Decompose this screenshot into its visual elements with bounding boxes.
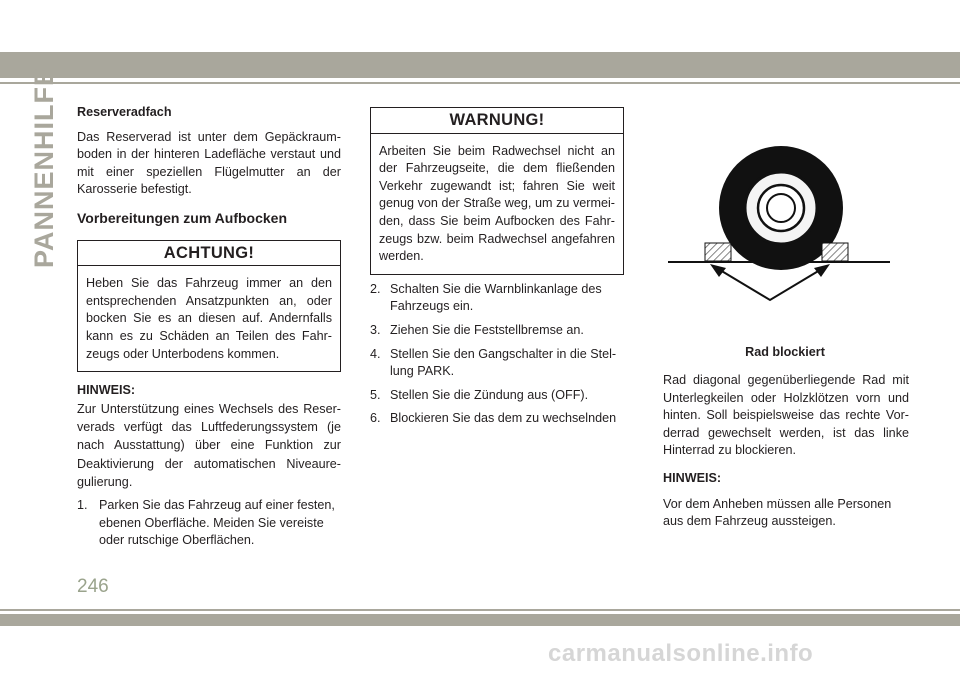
step-1 <box>77 497 341 550</box>
step-1-number: 1. <box>77 498 88 513</box>
column-left <box>77 104 341 550</box>
caution-text: Heben Sie das Fahrzeug immer an den entsprechenden Ansatzpunkten an, oder bocken Sie es an diesen auf. Andernfalls kann es zu Schäden an Teilen des Fahr-zeugs oder Unterbodens kommen. <box>86 276 332 361</box>
watermark: carmanualsonline.info <box>548 640 814 667</box>
wheel-chock-illustration <box>660 130 910 340</box>
step-text: Blockieren Sie das dem zu wechselnden <box>390 411 617 426</box>
note-text-right: Vor dem Anheben müssen alle Personen aus dem Fahrzeug aussteigen. <box>663 496 892 529</box>
step-text: Stellen Sie den Gangschalter in die Stel-lung PARK. <box>390 346 617 379</box>
footer-band <box>0 614 960 626</box>
section-side-tab-label: PANNENHILFE <box>28 66 59 268</box>
step-text: Stellen Sie die Zündung aus (OFF). <box>390 387 589 402</box>
step-number: 3. <box>370 322 381 337</box>
steps-list <box>370 281 624 428</box>
step-6 <box>370 410 624 428</box>
step-number: 6. <box>370 411 381 426</box>
step-3 <box>370 322 624 340</box>
step-number: 2. <box>370 281 381 296</box>
note-label-right: HINWEIS: <box>663 470 722 485</box>
footer-rule <box>0 609 960 611</box>
step-2 <box>370 281 624 316</box>
note-text-left: Zur Unterstützung eines Wechsels des Reser-verads verfügt das Luftfederungssystem (je nach Ausstattung) über eine Funktion zur Deaktivierung der automatischen Niveaure-gulierung. <box>77 401 341 489</box>
paragraph-wheel: Rad diagonal gegenüberliegende Rad mit Unterlegkeilen oder Holzklötzen vorn und hinten. Soll beispielsweise das rechte Vor-derrad gewechselt werden, ist das linke Hinterrad zu blockieren. <box>663 373 909 458</box>
section-side-tab <box>28 66 60 268</box>
header-rule <box>0 82 960 84</box>
step-5 <box>370 387 624 405</box>
heading-reserve: Reserveradfach <box>77 105 172 119</box>
step-text: Schalten Sie die Warnblinkanlage des Fahrzeugs ein. <box>390 281 602 314</box>
caution-title: ACHTUNG! <box>78 241 340 267</box>
header-band <box>0 52 960 78</box>
arrows-icon <box>720 270 820 300</box>
figure-caption: Rad blockiert <box>745 345 825 359</box>
note-label-left: HINWEIS: <box>77 383 136 398</box>
warning-box <box>370 107 624 275</box>
warning-title: WARNUNG! <box>371 108 623 134</box>
step-text: Ziehen Sie die Feststellbremse an. <box>390 322 584 337</box>
chock-left-icon <box>705 243 731 261</box>
paragraph-reserve: Das Reserverad ist unter dem Gepäckraum-boden in der hinteren Ladefläche verstaut und mit einer speziellen Flügelmutter an der Karosserie befestigt. <box>77 129 341 197</box>
heading-prep: Vorbereitungen zum Aufbocken <box>77 209 288 226</box>
wheel-blocked-figure <box>660 130 910 360</box>
step-1-text: Parken Sie das Fahrzeug auf einer festen, ebenen Oberfläche. Meiden Sie vereiste oder rutschige Oberflächen. <box>99 498 335 548</box>
step-4 <box>370 346 624 381</box>
caution-box <box>77 240 341 373</box>
column-right <box>663 372 909 531</box>
step-number: 5. <box>370 387 381 402</box>
chock-right-icon <box>822 243 848 261</box>
step-number: 4. <box>370 346 381 361</box>
column-middle <box>370 107 624 428</box>
warning-text: Arbeiten Sie beim Radwechsel nicht an der Fahrzeugseite, die dem fließenden Verkehr zugewandt ist; fahren Sie weit genug von der Straße weg, um zu vermei-den, dass Sie beim Aufbocken des Fahr-zeugs bzw. beim Radwechsel angefahren werden. <box>379 143 615 264</box>
page-number: 246 <box>77 576 109 597</box>
